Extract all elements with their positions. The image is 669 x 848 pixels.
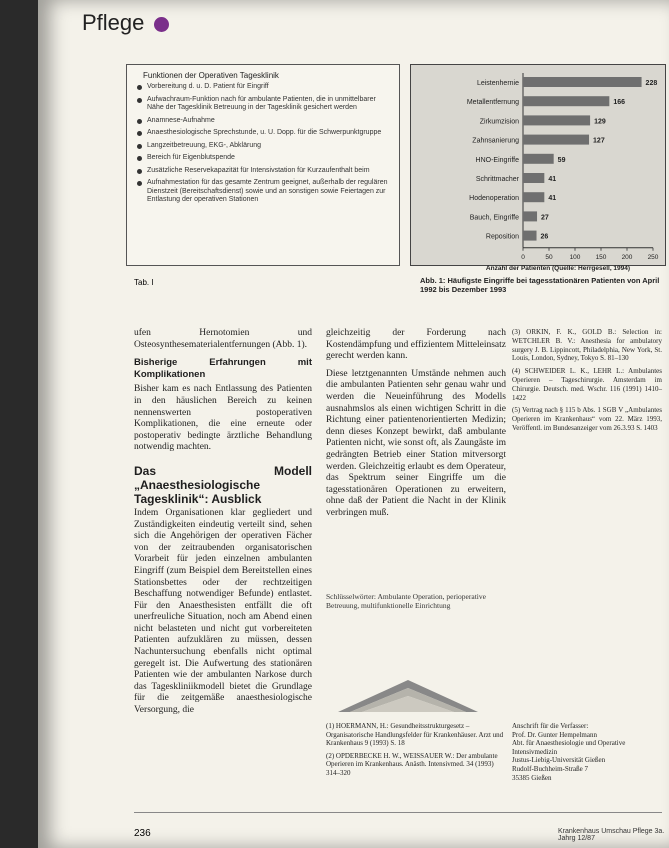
- paragraph: Bisher kam es nach Entlassung des Patienten in den häuslichen Bereich zu keinen nennenswerten postoperativen Komplikationen, die eine erneute oder postoperativ bedingte ärztliche Behandlung notwendig machten.: [134, 384, 312, 453]
- list-item: Vorbereitung d. u. D. Patient für Eingriff: [137, 83, 393, 92]
- paragraph: Diese letztgenannten Umstände nehmen auch die ambulanten Patienten sehr genau wahr und werden die Neueinführung des Modells ausnahmslos als einen wichtigen Schritt in die Richtung einer patientenorientierten Medizin; denn dieses Konzept bewirkt, daß ambulante Patienten nicht, wie sonst oft, als Zaungäste im gedrängten Betrieb einer Station mitversorgt werden. Gleichzeitig erlaubt es dem Operateur, das Spektrum seiner Eingriffe um die tagesstationären Operationen zu erweitern, ohne daß der Patient die Nacht in der Klinik verbringen muß.: [326, 368, 506, 518]
- bullet-icon: [137, 144, 142, 149]
- list-item: Zusätzliche Reservekapazität für Intensivstation für Kurzaufenthalt beim: [137, 167, 393, 176]
- category-label: Zahnsanierung: [472, 137, 519, 145]
- address-line: 35385 Gießen: [512, 773, 552, 782]
- table-label: Tab. I: [134, 278, 154, 287]
- value-label: 129: [594, 118, 606, 126]
- value-label: 228: [645, 80, 658, 87]
- bar: [523, 96, 609, 106]
- section-title: Pflege: [82, 10, 145, 35]
- list-item: Bereich für Eigenblutspende: [137, 154, 393, 163]
- category-label: Leistenhernie: [476, 80, 519, 87]
- value-label: 26: [540, 233, 549, 241]
- roof-logo-icon: [328, 672, 488, 714]
- category-label: Hodenoperation: [469, 195, 519, 203]
- list-item: Langzeitbetreuung, EKG-, Abklärung: [137, 142, 393, 151]
- paragraph: Indem Organisationen klar gegliedert und Zuständigkeiten eindeutig verteilt sind, sehen sich die Angehörigen der operativen Fächer von der zeitraubenden organisatorischen Vorarbeit für jeden einzelnen ambulanten Eingriff (zum Beispiel dem Bereitstellen eines Stationsbettes oder der rechtzeitigen Beschaffung notwendiger Befunde) entlastet. Für den Anaesthesisten entfällt die oft unerfreuliche Situation, noch am Abend einen nicht belasteten und nicht gut vorbereiteten Patienten aufzuklären zu müssen, dessen Nachuntersuchung ebenfalls nicht optimal geregelt ist. Die Aufwertung des stationären Patienten wie der ambulanten Narkose durch das Tageskliniikmodell bietet die Grundlage für die zeitgemäße anaesthesiologische Versorgung, die: [134, 507, 312, 716]
- value-label: 41: [548, 176, 557, 183]
- value-label: 27: [541, 214, 549, 222]
- value-label: 166: [613, 99, 626, 107]
- value-label: 59: [557, 156, 566, 164]
- bar: [523, 115, 590, 125]
- x-tick-label: 100: [569, 253, 581, 261]
- bullet-icon: [137, 131, 142, 136]
- reference: (1) HOERMANN, H.: Gesundheitsstrukturgesetz – Organisatorische Handlungsfelder für Krankenhäuser. Arzt und Krankenhaus 9 (1993) S. 18: [326, 722, 504, 748]
- bullet-icon: [137, 156, 142, 161]
- subheading: Bisherige Erfahrungen mit Komplikationen: [134, 357, 312, 380]
- section-dot-icon: [154, 17, 169, 32]
- bar: [523, 211, 537, 221]
- value-label: 41: [548, 195, 557, 203]
- list-item: Anaesthesiologische Sprechstunde, u. U. Dopp. für die Schwerpunktgruppe: [137, 129, 393, 138]
- x-tick-label: 50: [545, 253, 553, 261]
- paragraph: ufen Hernotomien und Osteosynthesematerialentfernungen (Abb. 1).: [134, 328, 312, 350]
- x-tick-label: 0: [521, 253, 525, 261]
- table-list: [137, 83, 393, 209]
- bullet-icon: [137, 98, 142, 103]
- author-address: [512, 722, 662, 782]
- list-item: Anamnese-Aufnahme: [137, 117, 393, 126]
- x-tick-label: 150: [595, 253, 607, 261]
- address-line: Abt. für Anaesthesiologie und Operative Intensivmedizin: [512, 739, 626, 756]
- category-label: Bauch, Eingriffe: [469, 214, 519, 222]
- x-tick-label: 200: [621, 253, 633, 261]
- address-line: Justus-Liebig-Universität Gießen: [512, 756, 606, 765]
- bar: [523, 77, 642, 87]
- body-column-2: [326, 328, 506, 526]
- x-tick-label: 250: [647, 253, 659, 261]
- value-label: 127: [593, 137, 605, 145]
- address-line: Rudolf-Buchheim-Straße 7: [512, 764, 589, 773]
- references-bottom: [326, 722, 506, 782]
- reference: (3) ORKIN, F. K., GOLD B.: Selection in: WETCHLER B. V.: Anesthesia for ambulatory surgery J. B. Lippincott, Philadelphia, New York, St. Louis, London, Sydney, Tokyo S. 81–130: [512, 328, 662, 363]
- category-label: Metallentfernung: [466, 99, 519, 107]
- reference: (4) SCHWEIDER L. K., LEHR L.: Ambulantes Operieren – Tageschirurgie. Amsterdam im Chirurgie. Deutsch. med. Wschr. 116 (1991) 1410–1422: [512, 367, 662, 402]
- category-label: Reposition: [485, 233, 519, 241]
- reference: (5) Vertrag nach § 115 b Abs. 1 SGB V „Ambulantes Operieren im Krankenhaus“ vom 22. März 1993, Veröffentl. im Bundesanzeiger vom 26.3.93 S. 1403: [512, 406, 662, 432]
- keywords: Schlüsselwörter: Ambulante Operation, perioperative Betreuung, multifunktionelle Einrichtung: [326, 592, 486, 610]
- bullet-icon: [137, 85, 142, 90]
- bar: [523, 154, 554, 164]
- body-column-1: [134, 328, 312, 723]
- bar: [523, 231, 537, 241]
- journal-footer: Krankenhaus Umschau Pflege 3a. Jahrg 12/87: [558, 828, 665, 842]
- journal-page: [38, 0, 669, 848]
- page-number: 236: [134, 828, 151, 839]
- paragraph: gleichzeitig der Forderung nach Kostendämpfung und effizientem Mitteleinsatz gerecht werden kann.: [326, 328, 506, 362]
- bullet-icon: [137, 119, 142, 124]
- category-label: Zirkumzision: [479, 118, 519, 126]
- references-column: [512, 328, 662, 437]
- functions-table: [126, 64, 400, 266]
- list-item: Aufnahmestation für das gesamte Zentrum geeignet, außerhalb der regulären Dienstzeit (Bereitschaftsdienst) sowie und an sonstigen sowie Feiertagen zur Entlastung der operativen Stationen: [137, 179, 393, 205]
- chart-caption: Abb. 1: Häufigste Eingriffe bei tagesstationären Patienten von April 1992 bis Dezember 1993: [420, 276, 660, 294]
- section-heading: Das Modell „Anaesthesiologische Tagesklinik“: Ausblick: [134, 463, 312, 506]
- bar: [523, 192, 544, 202]
- list-item: Aufwachraum-Funktion nach für ambulante Patienten, die in unmittelbarer Nähe der Tagesklinik Betreuung in der Tagesklinik gesichert werden: [137, 96, 393, 113]
- category-label: HNO-Eingriffe: [475, 156, 519, 164]
- bullet-icon: [137, 169, 142, 174]
- address-line: Prof. Dr. Gunter Hempelmann: [512, 730, 597, 739]
- address-line: Anschrift für die Verfasser:: [512, 722, 589, 730]
- footer-divider: [134, 812, 662, 813]
- procedures-chart: [410, 64, 666, 272]
- category-label: Schrittmacher: [475, 176, 519, 183]
- bar: [523, 135, 589, 145]
- reference: (2) OPDERBECKE H. W., WEISSAUER W.: Der ambulante Operieren im Krankenhaus. Anästh. Intensivmed. 34 (1993) 314–320: [326, 751, 498, 777]
- x-axis-label: Anzahl der Patienten (Quelle: Herrgesell, 1994): [485, 264, 631, 272]
- bar: [523, 173, 544, 183]
- bar-chart-svg: [411, 65, 665, 272]
- bullet-icon: [137, 181, 142, 186]
- table-title: Funktionen der Operativen Tagesklinik: [143, 71, 279, 80]
